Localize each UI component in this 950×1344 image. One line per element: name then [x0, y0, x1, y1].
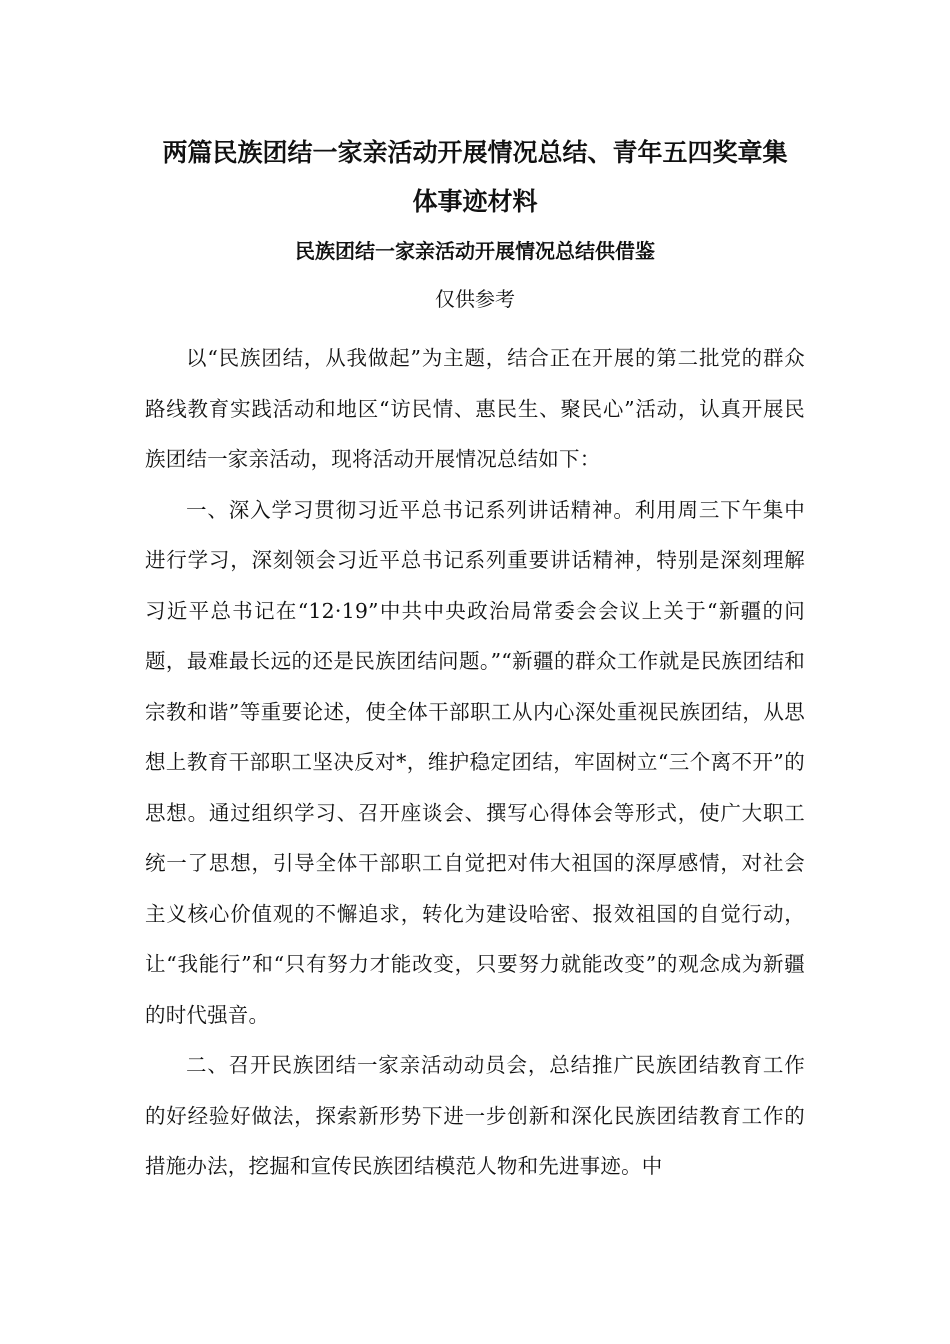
document-subtitle: 民族团结一家亲活动开展情况总结供借鉴 [295, 239, 655, 263]
paragraph-section-1: 一、深入学习贯彻习近平总书记系列讲话精神。利用周三下午集中进行学习，深刻领会习近平总书记系列重要讲话精神，特别是深刻理解习近平总书记在“12·19”中共中央政治局常委会会议上关于“新疆的问题，最难最长远的还是民族团结问题。”“新疆的群众工作就是民族团结和宗教和谐”等重要论述，使全体干部职工从内心深处重视民族团结，从思想上教育干部职工坚决反对*，维护稳定团结，牢固树立“三个离不开”的思想。通过组织学习、召开座谈会、撰写心得体会等形式，使广大职工统一了思想，引导全体干部职工自觉把对伟大祖国的深厚感情，对社会主义核心价值观的不懈追求，转化为建设哈密、报效祖国的自觉行动，让“我能行”和“只有努力才能改变，只要努力就能改变”的观念成为新疆的时代强音。 [145, 497, 805, 1027]
reference-note: 仅供参考 [435, 287, 515, 311]
paragraph-intro: 以“民族团结，从我做起”为主题，结合正在开展的第二批党的群众路线教育实践活动和地区“访民情、惠民生、聚民心”活动，认真开展民族团结一家亲活动，现将活动开展情况总结如下： [145, 346, 805, 471]
document-title-line-2: 体事迹材料 [412, 187, 538, 216]
document-title-line-1: 两篇民族团结一家亲活动开展情况总结、青年五四奖章集 [162, 138, 788, 167]
paragraph-section-2: 二、召开民族团结一家亲活动动员会，总结推广民族团结教育工作的好经验好做法，探索新形势下进一步创新和深化民族团结教育工作的措施办法，挖掘和宣传民族团结模范人物和先进事迹。中 [145, 1053, 805, 1178]
document-body [145, 333, 805, 1192]
